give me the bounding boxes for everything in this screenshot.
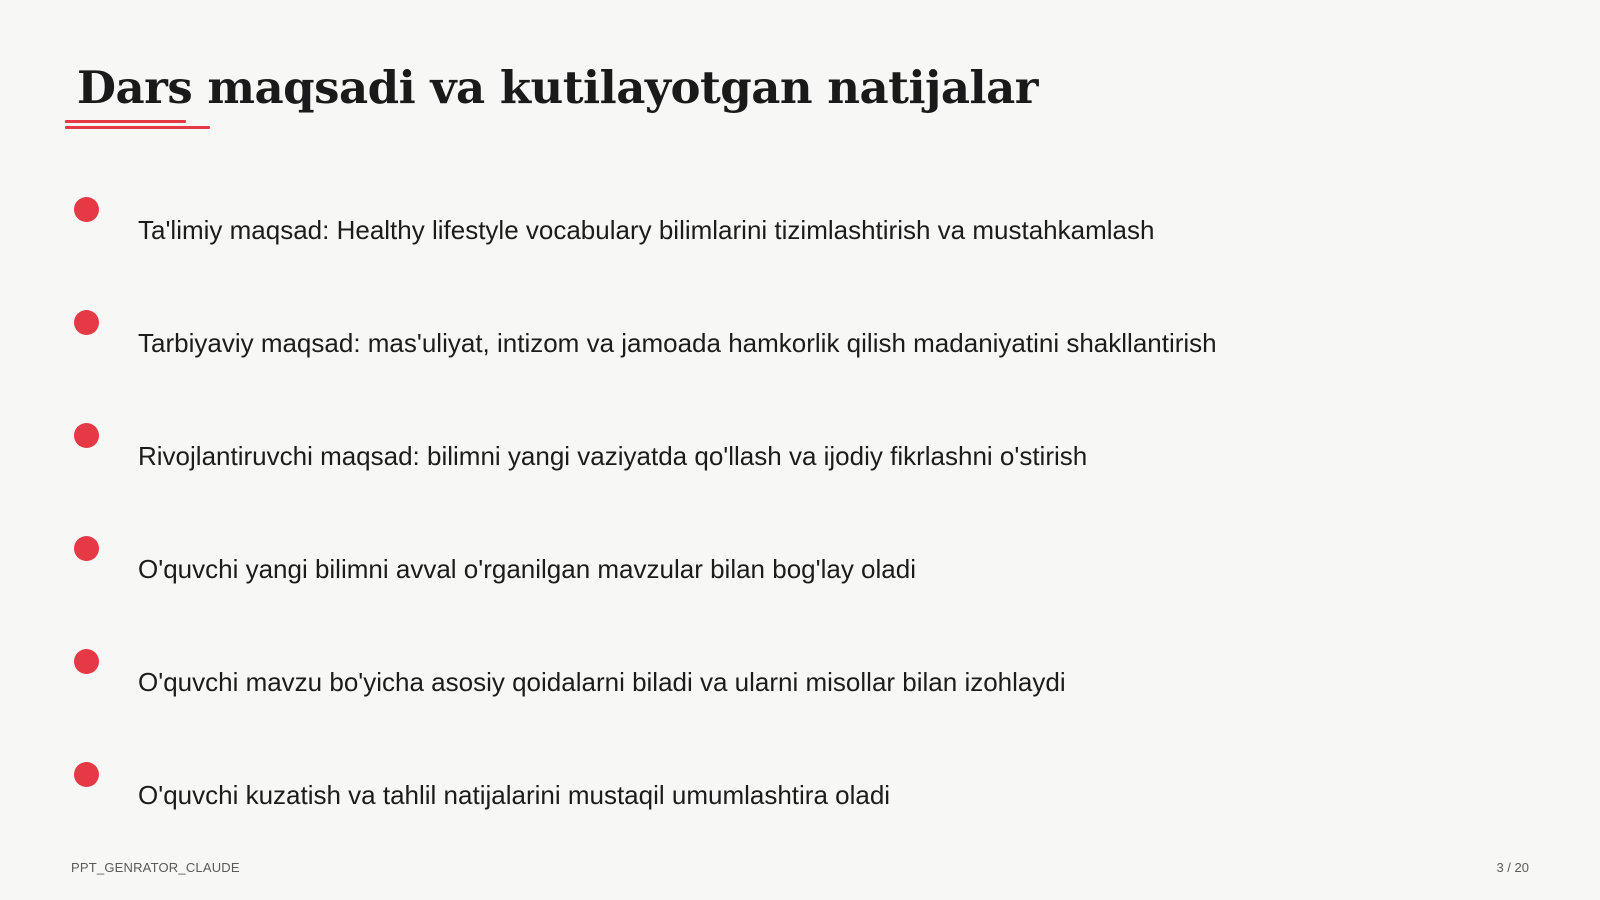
objective-text: Rivojlantiruvchi maqsad: bilimni yangi vaziyatda qo'llash va ijodiy fikrlashni o'stirish — [138, 441, 1088, 471]
page-number: 3 / 20 — [1496, 860, 1529, 875]
bullet-dot-icon — [74, 649, 99, 674]
slide-title: Dars maqsadi va kutilayotgan natijalar — [77, 61, 1038, 114]
objective-text: O'quvchi yangi bilimni avval o'rganilgan mavzular bilan bog'lay oladi — [138, 554, 916, 584]
objective-text: O'quvchi mavzu bo'yicha asosiy qoidalarni biladi va ularni misollar bilan izohlaydi — [138, 667, 1066, 697]
bullet-dot-icon — [74, 310, 99, 335]
bullet-dot-icon — [74, 423, 99, 448]
objective-item — [0, 536, 1600, 596]
footer-source-label: PPT_GENRATOR_CLAUDE — [71, 860, 240, 875]
objective-item — [0, 649, 1600, 709]
objective-text: Ta'limiy maqsad: Healthy lifestyle vocabulary bilimlarini tizimlashtirish va mustahkamlash — [138, 215, 1155, 245]
objective-text: O'quvchi kuzatish va tahlil natijalarini mustaqil umumlashtira oladi — [138, 780, 891, 810]
objective-item — [0, 423, 1600, 483]
objective-text: Tarbiyaviy maqsad: mas'uliyat, intizom va jamoada hamkorlik qilish madaniyatini shakllantirish — [138, 328, 1217, 358]
objective-item — [0, 762, 1600, 822]
bullet-dot-icon — [74, 536, 99, 561]
bullet-dot-icon — [74, 197, 99, 222]
objective-item — [0, 310, 1600, 370]
bullet-dot-icon — [74, 762, 99, 787]
objective-item — [0, 197, 1600, 257]
